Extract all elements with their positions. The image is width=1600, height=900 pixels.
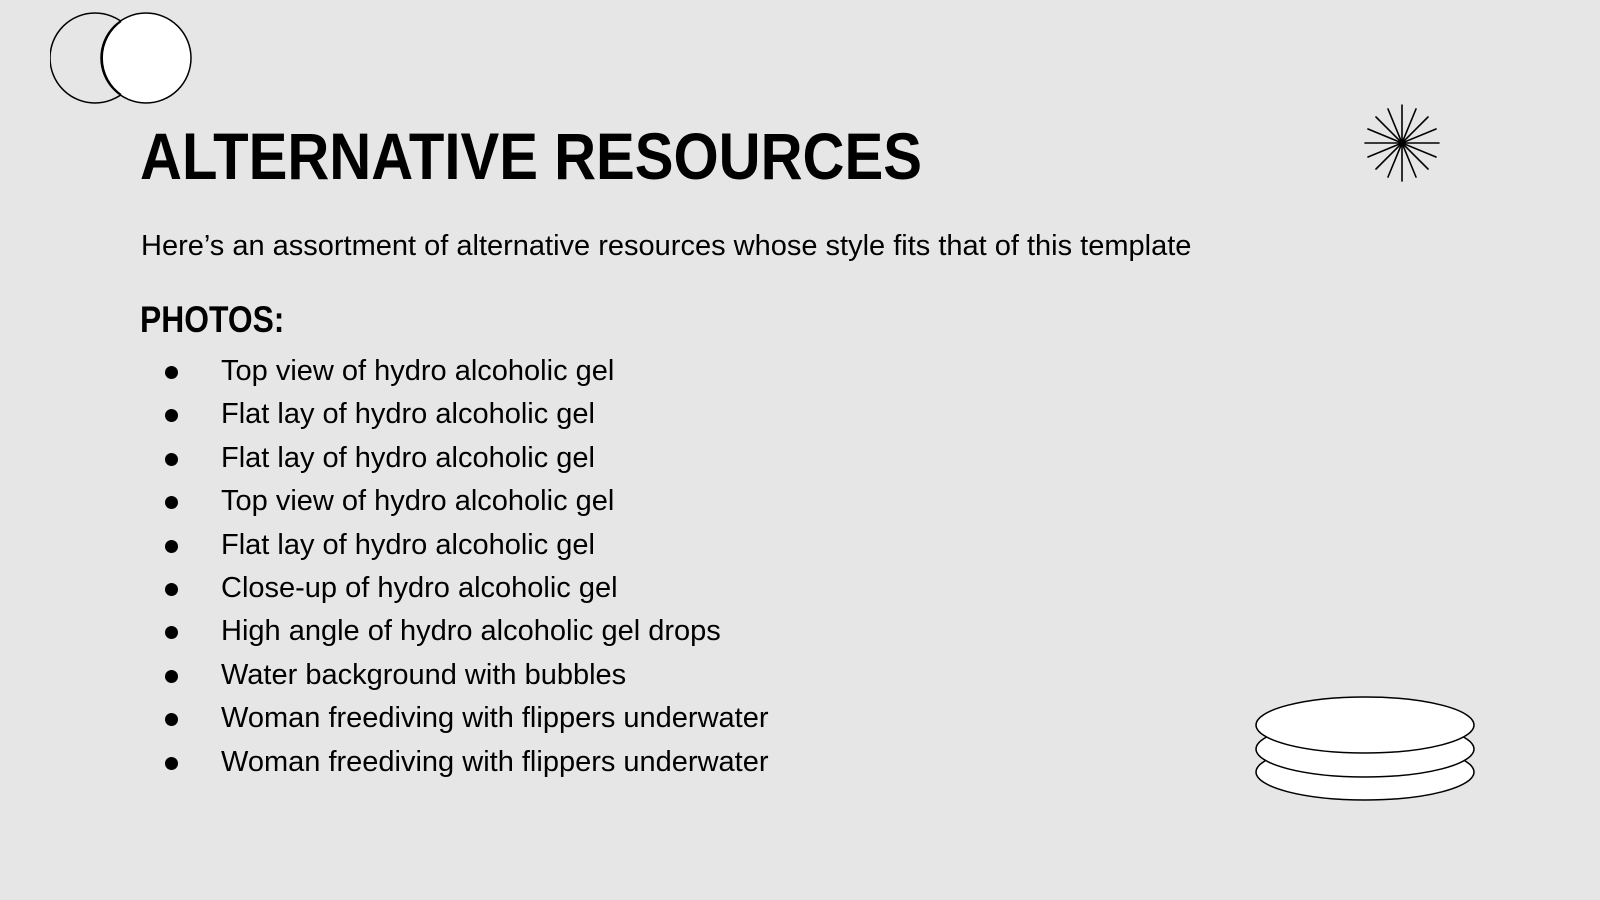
slide-subtitle: Here’s an assortment of alternative resources whose style fits that of this template: [141, 230, 1192, 262]
stacked-discs-icon: [1254, 692, 1476, 804]
bullet-icon: [165, 366, 178, 379]
overlapping-circles-icon: [50, 8, 200, 108]
bullet-icon: [165, 496, 178, 509]
bullet-icon: [165, 670, 178, 683]
list-item-text: Water background with bubbles: [221, 658, 627, 691]
bullet-icon: [165, 713, 178, 726]
list-item-text: Close-up of hydro alcoholic gel: [221, 571, 618, 604]
bullet-icon: [165, 540, 178, 553]
list-item-text: Woman freediving with flippers underwater: [221, 702, 769, 735]
list-item-text: Top view of hydro alcoholic gel: [221, 355, 615, 387]
list-item-text: Top view of hydro alcoholic gel: [221, 485, 615, 518]
bullet-icon: [165, 757, 178, 770]
bullet-icon: [165, 409, 178, 422]
list-item-text: Flat lay of hydro alcoholic gel: [221, 528, 595, 561]
list-item-text: Flat lay of hydro alcoholic gel: [221, 441, 595, 474]
bullet-icon: [165, 453, 178, 466]
slide-title: ALTERNATIVE RESOURCES: [140, 119, 922, 193]
bullet-icon: [165, 583, 178, 596]
list-item-text: Woman freediving with flippers underwater: [221, 745, 769, 778]
list-item-text: Flat lay of hydro alcoholic gel: [221, 398, 595, 431]
bullet-icon: [165, 626, 178, 639]
section-heading-photos: PHOTOS:: [140, 299, 285, 340]
starburst-icon: [1364, 104, 1440, 182]
list-item-text: High angle of hydro alcoholic gel drops: [221, 615, 721, 648]
